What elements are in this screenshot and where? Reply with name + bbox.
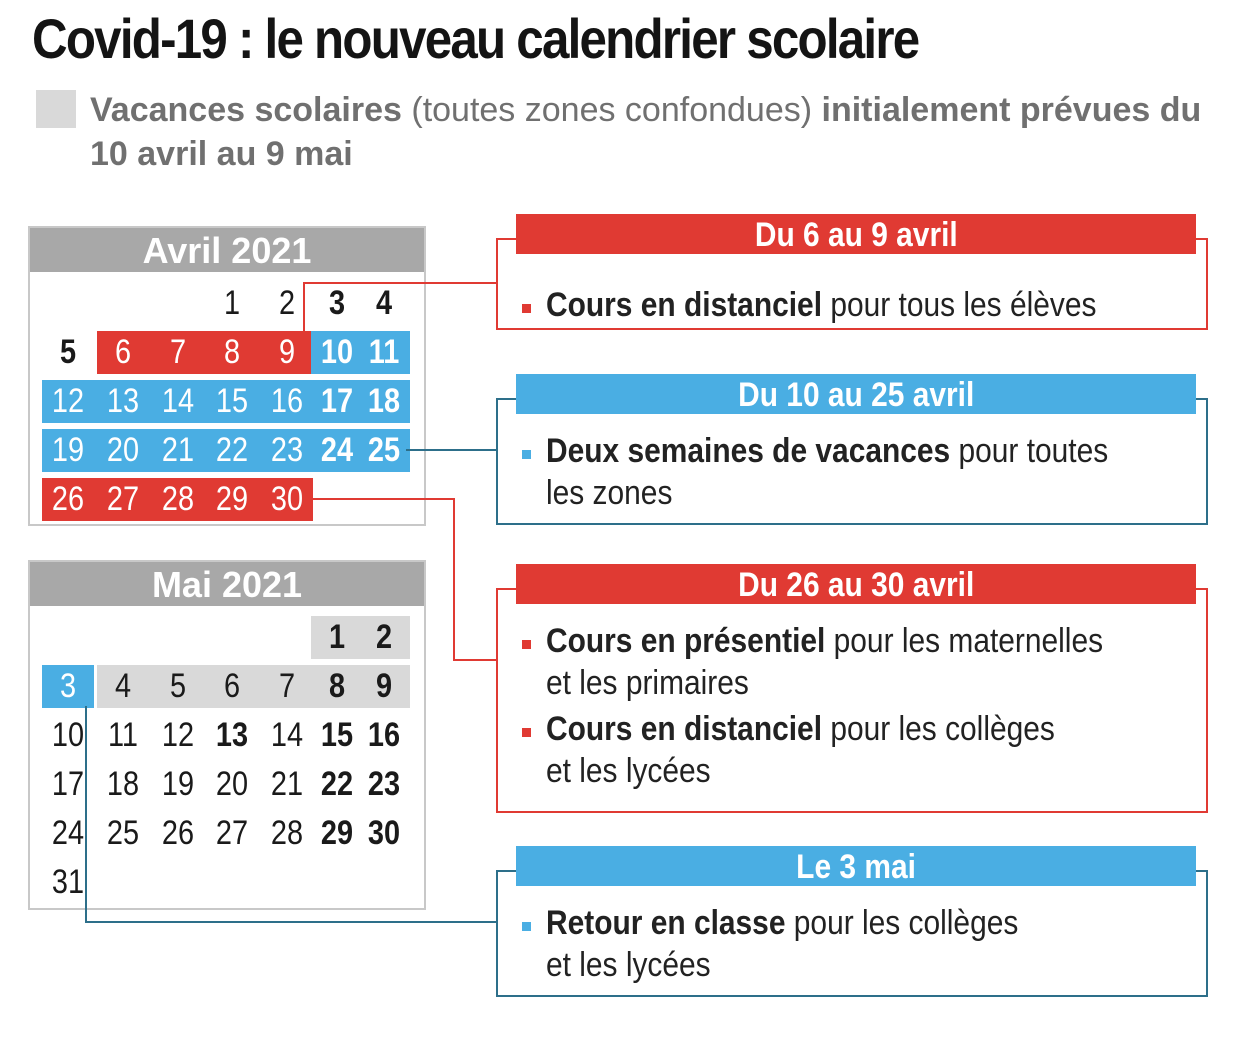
april-day: 1 — [223, 284, 241, 322]
may-day: 1 — [328, 618, 346, 656]
may-day: 13 — [215, 716, 249, 754]
info-box-heading: Du 26 au 30 avril — [516, 564, 1196, 604]
may-day: 8 — [328, 667, 346, 705]
bullet-icon — [522, 922, 531, 931]
april-day: 2 — [278, 284, 296, 322]
info-box-line: Deux semaines de vacances pour toutes — [546, 432, 1109, 470]
may-day: 18 — [106, 765, 140, 803]
page-title: Covid-19 : le nouveau calendrier scolaire — [32, 7, 919, 70]
may-day: 16 — [367, 716, 401, 754]
calendar-may-header: Mai 2021 — [30, 562, 424, 606]
info-box-line: Cours en présentiel pour les maternelles — [546, 622, 1104, 660]
info-box-line: Cours en distanciel pour tous les élèves — [546, 286, 1097, 324]
info-box — [496, 566, 1208, 813]
may-day: 4 — [114, 667, 132, 705]
info-box — [496, 848, 1208, 997]
info-box-line: et les lycées — [546, 752, 711, 790]
april-day: 28 — [161, 480, 195, 518]
april-day: 12 — [51, 382, 85, 420]
may-day: 28 — [270, 814, 304, 852]
may-day: 22 — [320, 765, 354, 803]
info-box-line: et les lycées — [546, 946, 711, 984]
info-box-line: les zones — [546, 474, 673, 512]
april-day: 14 — [161, 382, 195, 420]
april-day: 29 — [215, 480, 249, 518]
april-day: 15 — [215, 382, 249, 420]
april-day: 13 — [106, 382, 140, 420]
may-day: 27 — [215, 814, 249, 852]
april-day: 21 — [161, 431, 195, 469]
info-box — [496, 216, 1208, 330]
april-day: 22 — [215, 431, 249, 469]
april-day: 11 — [368, 333, 400, 371]
info-box-heading: Du 6 au 9 avril — [516, 214, 1196, 254]
connector-may-3 — [86, 706, 498, 922]
april-day: 7 — [169, 333, 187, 371]
april-day: 27 — [106, 480, 140, 518]
april-day: 5 — [59, 333, 77, 371]
april-day: 4 — [375, 284, 393, 322]
legend-bold-2: initialement prévues du 10 avril au 9 mai — [90, 91, 1202, 173]
april-day: 8 — [223, 333, 241, 371]
connector-april-26-30 — [306, 499, 498, 660]
april-day: 17 — [320, 382, 354, 420]
may-day: 9 — [375, 667, 393, 705]
may-day: 14 — [270, 716, 304, 754]
may-day: 31 — [51, 863, 85, 901]
may-day: 29 — [320, 814, 354, 852]
may-day: 5 — [169, 667, 187, 705]
info-box-heading: Le 3 mai — [516, 846, 1196, 886]
may-day: 12 — [161, 716, 195, 754]
legend-normal: (toutes zones confondues) — [401, 91, 822, 129]
may-day: 17 — [51, 765, 85, 803]
april-day: 23 — [270, 431, 304, 469]
legend-bold-1: Vacances scolaires — [90, 91, 402, 129]
info-box-heading: Du 10 au 25 avril — [516, 374, 1196, 414]
bullet-icon — [522, 728, 531, 737]
april-day: 19 — [51, 431, 85, 469]
calendar-april-header: Avril 2021 — [30, 228, 424, 272]
connector-april-6-9 — [304, 283, 498, 344]
april-day: 18 — [367, 382, 401, 420]
may-day: 3 — [59, 667, 77, 705]
may-day: 19 — [161, 765, 195, 803]
may-day: 26 — [161, 814, 195, 852]
april-day: 3 — [328, 284, 346, 322]
bullet-icon — [522, 640, 531, 649]
may-day: 10 — [51, 716, 85, 754]
may-day: 25 — [106, 814, 140, 852]
april-day: 26 — [51, 480, 85, 518]
may-day: 11 — [107, 716, 138, 754]
may-day: 15 — [320, 716, 354, 754]
may-day: 23 — [367, 765, 401, 803]
may-day: 30 — [367, 814, 401, 852]
info-box-line: Cours en distanciel pour les collèges — [546, 710, 1055, 748]
bullet-icon — [522, 304, 531, 313]
april-day: 24 — [320, 431, 354, 469]
april-day: 16 — [270, 382, 304, 420]
april-day: 30 — [270, 480, 304, 518]
may-day: 21 — [270, 765, 304, 803]
bullet-icon — [522, 450, 531, 459]
april-day: 6 — [114, 333, 132, 371]
april-day: 20 — [106, 431, 140, 469]
may-day: 2 — [375, 618, 393, 656]
april-day: 9 — [278, 333, 296, 371]
april-day: 10 — [320, 333, 354, 371]
info-box-line: et les primaires — [546, 664, 749, 702]
may-day: 6 — [223, 667, 241, 705]
may-day: 20 — [215, 765, 249, 803]
info-box-line: Retour en classe pour les collèges — [546, 904, 1019, 942]
may-day: 24 — [51, 814, 85, 852]
info-box — [496, 376, 1208, 525]
april-day: 25 — [367, 431, 401, 469]
may-day: 7 — [278, 667, 296, 705]
